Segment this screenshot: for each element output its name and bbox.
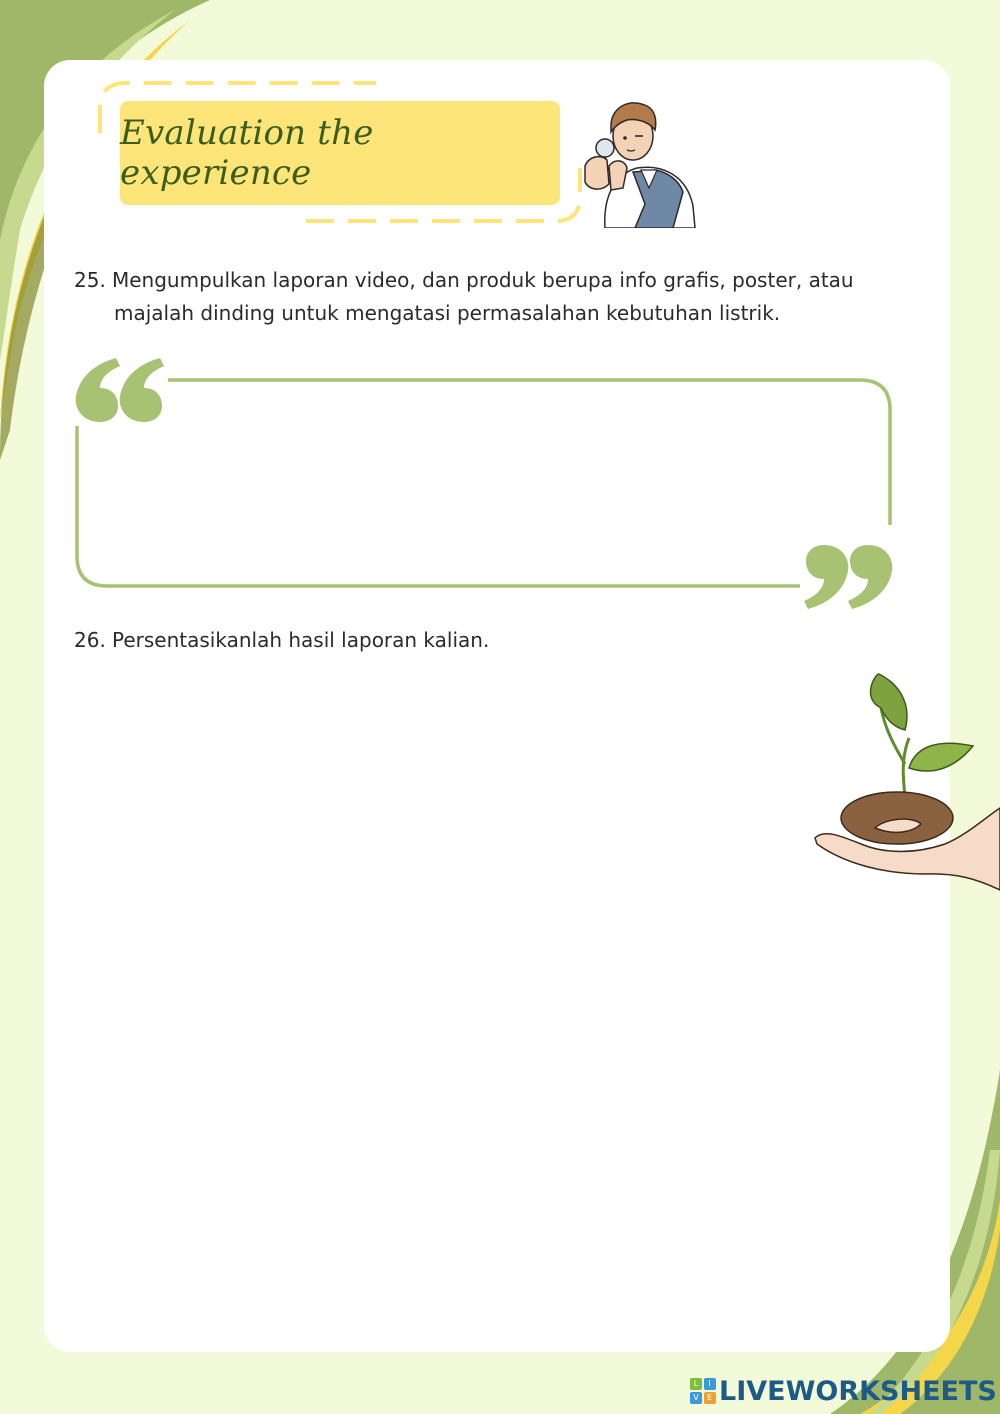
liveworksheets-logo-icon (690, 1378, 716, 1404)
page-title: Evaluation the experience (120, 113, 374, 193)
question-25 (74, 264, 934, 330)
answer-25-input[interactable] (96, 400, 880, 574)
logo-letter: V (690, 1392, 702, 1404)
question-number: 26. (74, 628, 106, 652)
logo-text: LIVEWORKSHEETS (719, 1375, 997, 1407)
question-26 (74, 624, 934, 657)
question-text-line1: Mengumpulkan laporan video, dan produk berupa info grafis, poster, atau (112, 268, 854, 292)
seedling-in-hand-illustration (805, 668, 1000, 893)
logo-letter: I (704, 1378, 716, 1390)
question-text-line1: Persentasikanlah hasil laporan kalian. (112, 628, 490, 652)
man-with-magnifier-illustration (575, 96, 700, 228)
header-banner (120, 101, 560, 205)
liveworksheets-logo (690, 1374, 997, 1408)
question-text-line2: majalah dinding untuk mengatasi permasalahan kebutuhan listrik. (114, 301, 781, 325)
logo-letter: E (704, 1392, 716, 1404)
logo-letter: L (690, 1378, 702, 1390)
question-number: 25. (74, 268, 106, 292)
